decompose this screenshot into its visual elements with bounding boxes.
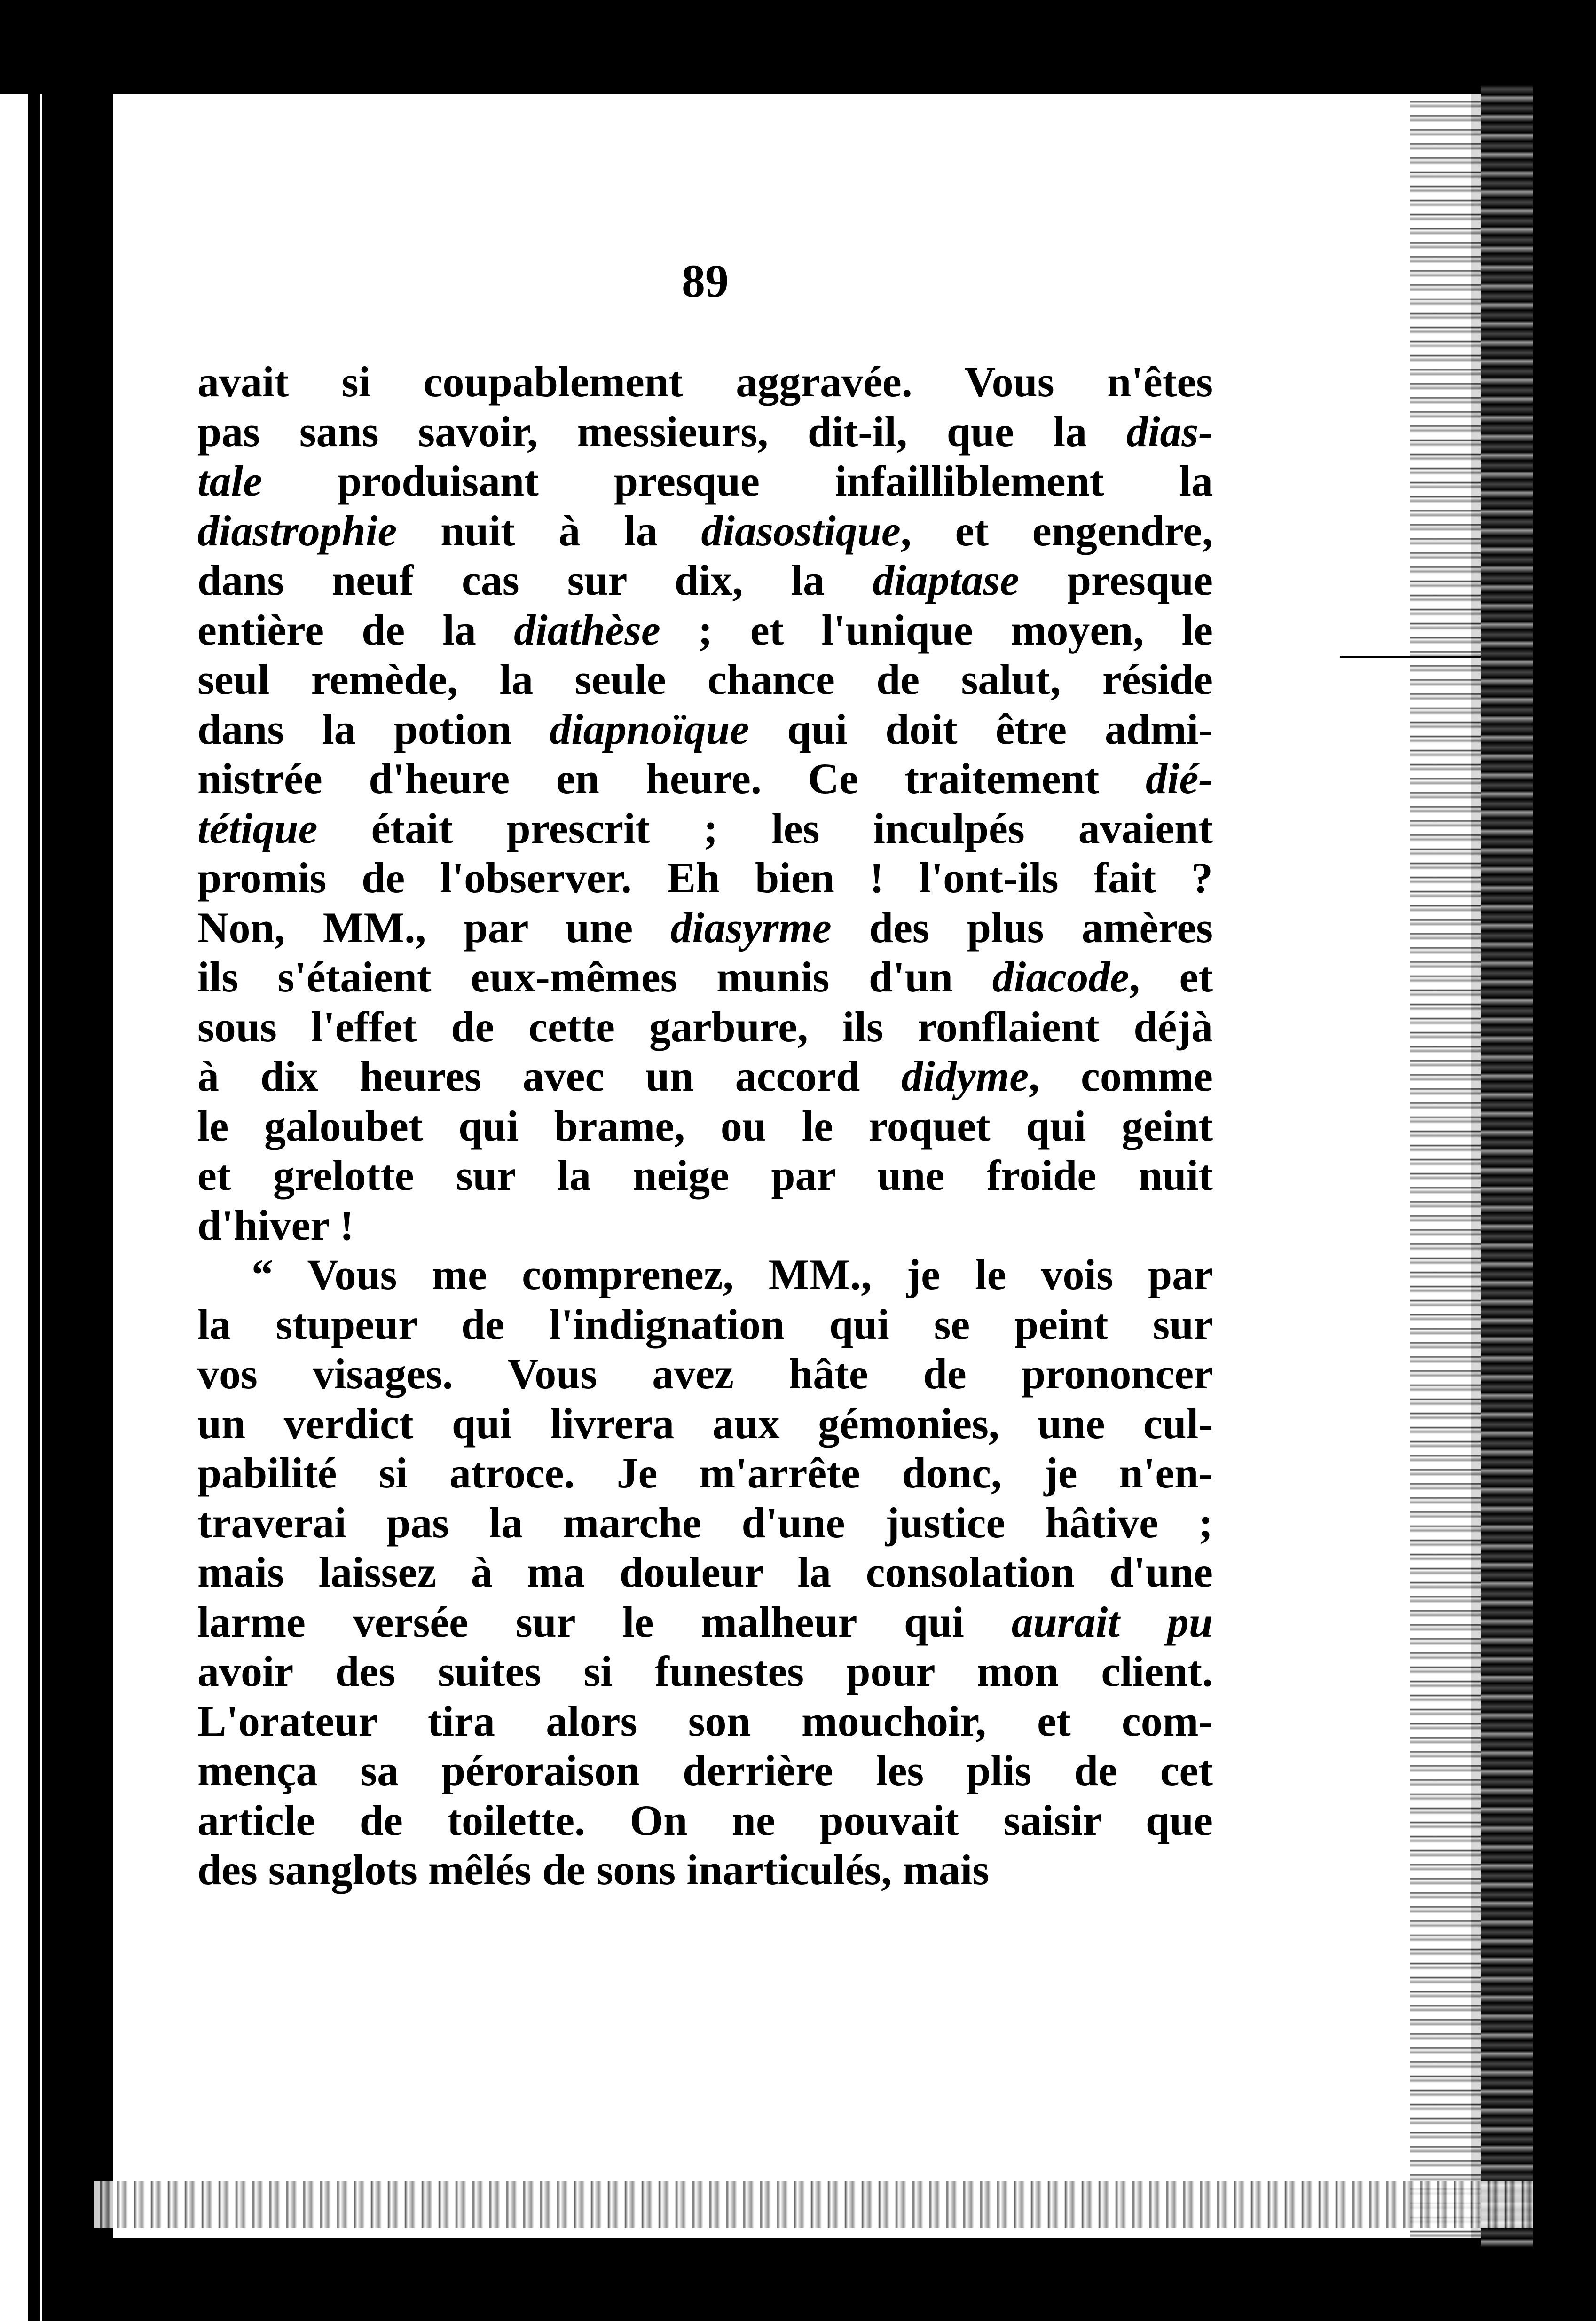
page-bottom-edge [94,2181,1533,2228]
italic-term: diasyrme [670,903,832,952]
text-segment: , et engendre, [900,506,1213,555]
text-line [197,556,1213,606]
text-segment: traverai pas la marche d'une justice hâtive ; [197,1498,1213,1547]
italic-term: tale [197,457,262,505]
text-segment: le galoubet qui brame, ou le roquet qui geint [197,1101,1213,1150]
text-line [197,606,1213,655]
italic-term: didyme [901,1052,1029,1100]
text-segment: mais laissez à ma douleur la consolation d'une [197,1548,1213,1596]
text-segment: L'orateur tira alors son mouchoir, et com- [197,1697,1213,1745]
text-segment: promis de l'observer. Eh bien ! l'ont-ils fait ? [197,854,1213,902]
italic-term: diasostique [701,506,901,555]
text-segment: sous l'effet de cette garbure, ils ronflaient déjà [197,1002,1213,1051]
text-line [197,1250,1213,1300]
text-segment: pabilité si atroce. Je m'arrête donc, je n'en- [197,1449,1213,1497]
text-line [197,754,1213,804]
text-segment: des sanglots mêlés de sons inarticulés, mais [197,1846,990,1894]
text-line [197,1845,1213,1895]
text-line [197,853,1213,903]
text-line [197,1002,1213,1052]
text-segment: des plus amères [831,903,1213,952]
text-segment: qui doit être admi- [749,705,1213,753]
text-segment: d'hiver ! [197,1201,354,1249]
text-segment: , comme [1029,1052,1213,1100]
text-segment: vos visages. Vous avez hâte de prononcer [197,1350,1213,1398]
body-text [197,357,1213,1895]
italic-term: tétique [197,804,318,852]
binding-shadow [1481,85,1533,2247]
text-line [197,456,1213,506]
text-line [197,1349,1213,1399]
text-segment: pas sans savoir, messieurs, dit-il, que la [197,407,1126,456]
text-segment: était prescrit ; les inculpés avaient [317,804,1213,852]
text-segment: et grelotte sur la neige par une froide nuit [197,1151,1213,1199]
italic-term: diacode [992,953,1129,1001]
text-line [197,1548,1213,1597]
text-line [197,1399,1213,1449]
text-segment: dans neuf cas sur dix, la [197,556,873,604]
page-number: 89 [682,255,729,307]
text-line [197,1796,1213,1846]
text-segment: nuit à la [397,506,701,555]
text-line [197,1101,1213,1151]
facing-page-gutter [28,94,40,2321]
text-segment: , et [1129,953,1213,1001]
text-line [197,655,1213,705]
italic-term: dié- [1145,755,1213,803]
text-line [197,407,1213,457]
text-line [197,1746,1213,1796]
text-line [197,952,1213,1002]
text-segment: la stupeur de l'indignation qui se peint sur [197,1300,1213,1348]
text-segment: article de toilette. On ne pouvait saisir que [197,1796,1213,1844]
italic-term: dias- [1126,407,1213,456]
text-segment: Non, MM., par une [197,903,671,952]
text-segment: un verdict qui livrera aux gémonies, une cul- [197,1399,1213,1448]
text-segment: larme versée sur le malheur qui [197,1597,1012,1646]
text-line [197,903,1213,953]
text-line [197,1201,1213,1251]
text-line [197,1052,1213,1101]
text-segment: presque [1019,556,1213,604]
text-segment: mença sa péroraison derrière les plis de cet [197,1747,1213,1794]
text-line [197,1151,1213,1201]
text-segment: “ Vous me comprenez, MM., je le vois par [252,1251,1213,1298]
text-line [197,506,1213,556]
text-segment: ils s'étaient eux-mêmes munis d'un [197,953,992,1001]
text-line [197,1697,1213,1747]
text-segment: avait si coupablement aggravée. Vous n'êtes [197,358,1213,406]
text-line [197,705,1213,755]
text-segment: à dix heures avec un accord [197,1052,902,1100]
text-segment: entière de la [197,606,514,654]
italic-term: diapnoïque [550,705,749,753]
italic-term: diastrophie [197,506,397,555]
text-segment: dans la potion [197,705,550,753]
text-segment: nistrée d'heure en heure. Ce traitement [197,755,1146,803]
text-segment: ; et l'unique moyen, le [660,606,1213,654]
text-line [197,1448,1213,1498]
italic-term: aurait pu [1011,1597,1213,1646]
text-line [197,804,1213,854]
italic-term: diathèse [514,606,660,654]
text-line [197,1300,1213,1350]
margin-rule [1340,656,1481,658]
text-line [197,1647,1213,1697]
italic-term: diaptase [873,556,1019,604]
text-segment: produisant presque infailliblement la [262,457,1213,505]
text-segment: avoir des suites si funestes pour mon client. [197,1647,1213,1695]
text-line [197,1597,1213,1647]
text-line [197,357,1213,407]
text-segment: seul remède, la seule chance de salut, réside [197,655,1213,703]
text-line [197,1498,1213,1548]
